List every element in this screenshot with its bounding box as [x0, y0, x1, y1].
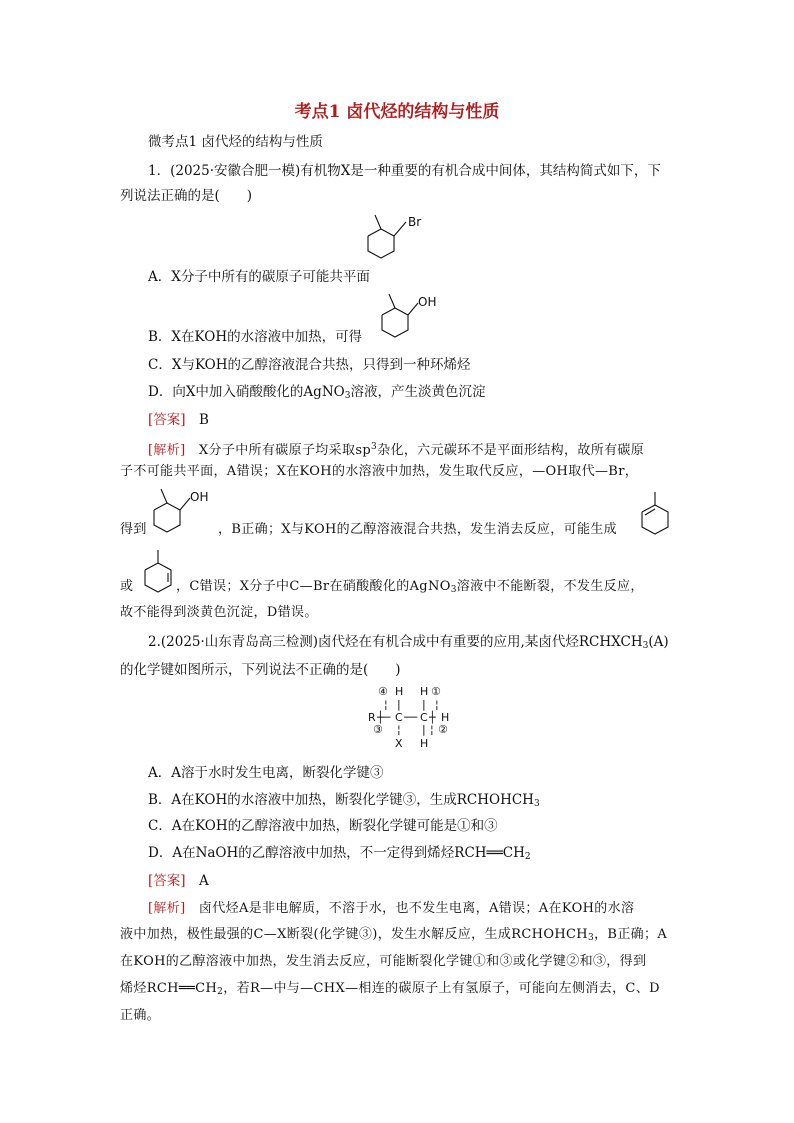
page-title: 考点1 卤代烃的结构与性质: [294, 102, 500, 122]
bond-label-2: ②: [438, 723, 448, 736]
oh-label: OH: [418, 295, 437, 309]
bond-diagram: ④ H H ① ¦ | | ¦ R ┼─ C ── C ┼ H ③ ¦ | ¦ ② X H: [368, 685, 450, 750]
q1-analysis-line3: ，B正确；X与KOH的乙醇溶液混合共热，发生消去反应，可能生成: [218, 522, 618, 537]
alcohol-product-structure: [374, 291, 454, 349]
q1-analysis-line2: 子不可能共平面，A错误；X在KOH的水溶液中加热，发生取代反应，—OH取代—Br，: [120, 464, 639, 479]
q2-analysis-line1: [解析] 卤代烃A是非电解质，不溶于水，也不发生电离，A错误；A在KOH的水溶: [148, 901, 635, 916]
analysis-alcohol-structure: [146, 486, 226, 544]
q2-option-b: B．A在KOH的水溶液中加热，断裂化学键③，生成$RCHOHCH_3$: [148, 792, 540, 809]
q2-answer: [答案] A: [148, 873, 209, 889]
molecule-x-structure: [350, 208, 450, 270]
q1-stem-line2: 列说法正确的是( ): [120, 188, 253, 204]
q1-analysis-line3-pre: 得到: [120, 522, 147, 537]
bond-label-3: ③: [373, 723, 383, 736]
q1-analysis-line5: 故不能得到淡黄色沉淀，D错误。: [120, 605, 318, 620]
q2-stem-line2: 的化学键如图所示，下列说法不正确的是( ): [120, 662, 401, 678]
q1-analysis-line1: [解析] X分子中所有碳原子均采取$sp^3$杂化，六元碳环不是平面形结构，故所有碳原: [148, 442, 645, 458]
q1-option-b: B．X在KOH的水溶液中加热，可得: [148, 329, 363, 345]
q1-option-c: C．X与KOH的乙醇溶液混合共热，只得到一种环烯烃: [148, 357, 471, 373]
subsection-heading: 微考点1 卤代烃的结构与性质: [148, 134, 323, 150]
svg-text:OH: OH: [190, 490, 209, 504]
bond-label-4: ④: [378, 685, 388, 698]
q2-analysis-line5: 正确。: [120, 1008, 161, 1023]
alkene-product-1-structure: [634, 490, 680, 546]
q1-stem-line1: 1．(2025·安徽合肥一模)有机物X是一种重要的有机合成中间体，其结构简式如下，下: [148, 163, 661, 179]
br-label: Br: [408, 215, 422, 229]
q1-answer: [答案] B: [148, 412, 209, 428]
q2-analysis-line3: 在KOH的乙醇溶液中加热，发生消去反应，可能断裂化学键①和③或化学键②和③，得到: [120, 954, 647, 969]
q1-analysis-line4: ，C错误；X分子中C—Br在硝酸酸化的AgNO$_3$溶液中不能断裂，不发生反应，: [176, 579, 644, 595]
q2-option-c: C．A在KOH的乙醇溶液中加热，断裂化学键可能是①和③: [148, 818, 498, 834]
q2-analysis-line2: 液中加热，极性最强的C—X断裂(化学键③)，发生水解反应，生成$RCHOHCH_3$，B正确；A: [120, 927, 668, 943]
bond-label-1: ①: [431, 685, 441, 698]
q2-option-d: D．A在NaOH的乙醇溶液中加热，不一定得到烯烃$RCH══CH_2$: [148, 845, 531, 862]
q1-analysis-line4-pre: 或: [120, 579, 134, 594]
q1-option-a: A．X分子中所有的碳原子可能共平面: [148, 269, 370, 285]
q2-option-a: A．A溶于水时发生电离，断裂化学键③: [148, 765, 384, 781]
q2-analysis-line4: 烯烃$RCH══CH_2$，若R—中与—CHX—相连的碳原子上有氢原子，可能向左侧消去，C、D: [120, 981, 660, 997]
q2-stem-line1: 2.(2025·山东青岛高三检测)卤代烃在有机合成中有重要的应用,某卤代烃$RCHXCH_3(A)$: [148, 634, 669, 651]
q1-option-d: D．向X中加入硝酸酸化的AgNO$_3$溶液，产生淡黄色沉淀: [148, 384, 486, 401]
